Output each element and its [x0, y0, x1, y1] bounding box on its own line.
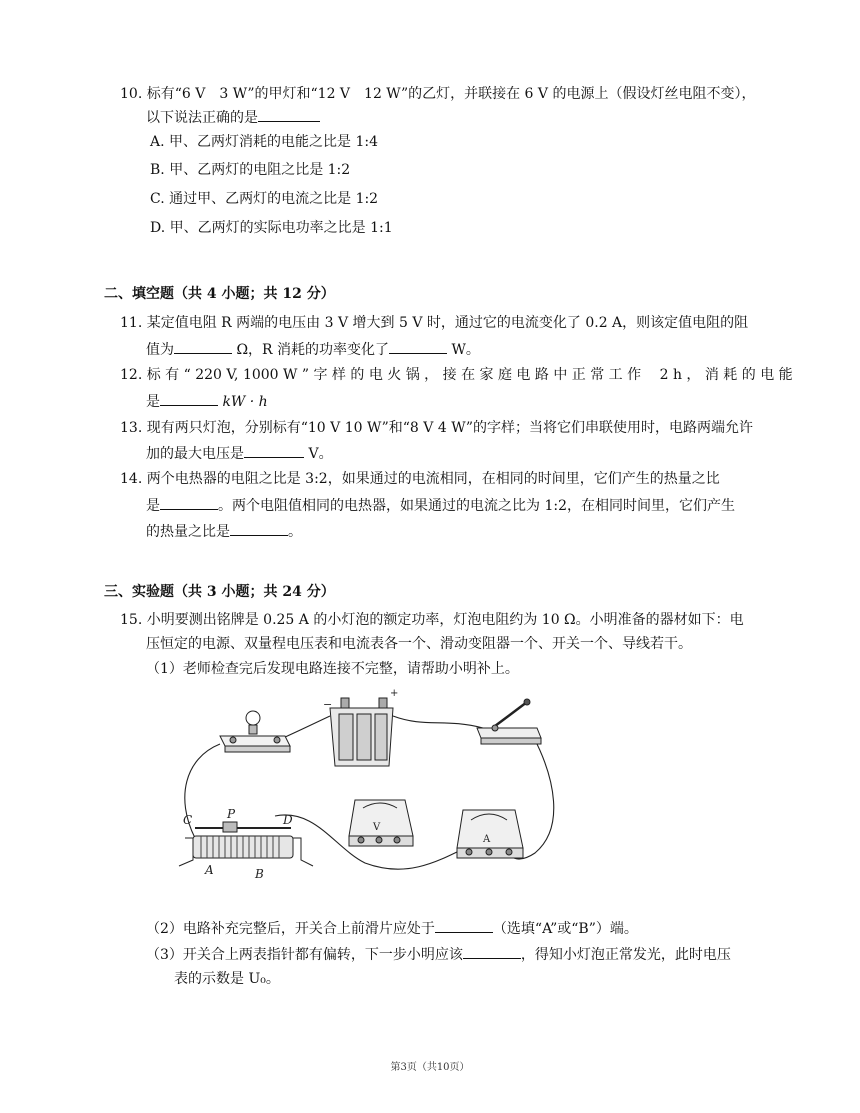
section-title-experiment: 三、实验题（共 3 小题；共 24 分）	[104, 584, 335, 600]
q12-unit: kW · h	[222, 394, 268, 410]
q11-text-c: W。	[451, 342, 480, 358]
wire-bulb-battery	[283, 716, 330, 738]
answer-blank[interactable]	[174, 339, 232, 354]
battery	[330, 698, 393, 766]
q11-stem-line1: 11. 某定值电阻 R 两端的电压由 3 V 增大到 5 V 时，通过它的电流变化了 0.2 A，则该定值电阻的阻	[120, 315, 749, 331]
q14-text-d: 。	[288, 524, 302, 540]
q15-stem-line2: 压恒定的电源、双量程电压表和电流表各一个、滑动变阻器一个、开关一个、导线若干。	[146, 636, 692, 652]
rheostat-label-c: C	[183, 813, 193, 827]
switch	[477, 699, 541, 744]
ammeter-label: A	[483, 834, 491, 845]
q15-sub1: （1）老师检查完后发现电路连接不完整，请帮助小明补上。	[146, 661, 519, 677]
answer-blank[interactable]	[244, 443, 304, 458]
answer-blank[interactable]	[258, 107, 320, 122]
battery-plus-label: +	[390, 688, 399, 699]
rheostat-label-a: A	[205, 863, 214, 877]
q15-sub3-text-a: （3）开关合上两表指针都有偏转，下一步小明应该	[146, 947, 463, 963]
q13-stem-line2	[146, 443, 333, 464]
q14-text-b: 。两个电阻值相同的电热器，如果通过的电流之比为 1:2，在相同时间里，它们产生	[218, 498, 735, 514]
q12-text-a: 是	[146, 394, 160, 410]
q10-stem-text: 以下说法正确的是	[146, 110, 258, 126]
q15-stem-line1: 15. 小明要测出铭牌是 0.25 A 的小灯泡的额定功率，灯泡电阻约为 10 Ω。小明准备的器材如下：电	[120, 612, 744, 628]
q10-option-c: C. 通过甲、乙两灯的电流之比是 1:2	[150, 191, 379, 207]
q12-stem-line2	[146, 391, 268, 412]
q14-text-c: 的热量之比是	[146, 524, 230, 540]
rheostat-label-p: P	[227, 807, 236, 821]
q13-text-b: V。	[308, 446, 333, 462]
q13-text-a: 加的最大电压是	[146, 446, 244, 462]
q10-option-a: A. 甲、乙两灯消耗的电能之比是 1:4	[150, 134, 378, 150]
q13-stem-line1: 13. 现有两只灯泡，分别标有“10 V 10 W”和“8 V 4 W”的字样；当将它们串联使用时，电路两端允许	[120, 420, 754, 436]
q15-sub3-text-b: ，得知小灯泡正常发光，此时电压	[520, 947, 731, 963]
rheostat-label-b: B	[255, 867, 264, 881]
q10-option-b: B. 甲、乙两灯的电阻之比是 1:2	[150, 162, 351, 178]
q14-stem-line3	[146, 521, 302, 542]
answer-blank[interactable]	[435, 918, 493, 933]
rheostat	[179, 822, 313, 866]
wire-battery-switch	[393, 716, 483, 728]
answer-blank[interactable]	[463, 944, 521, 959]
answer-blank[interactable]	[160, 391, 218, 406]
q15-sub2-text-b: （选填“A”或“B”）端。	[492, 921, 638, 937]
q11-stem-line2	[146, 339, 480, 360]
q10-stem-line2	[146, 107, 320, 128]
rheostat-label-d: D	[283, 813, 293, 827]
section-title-fill-in: 二、填空题（共 4 小题；共 12 分）	[104, 286, 335, 302]
q15-sub3-line2: 表的示数是 U₀。	[174, 971, 280, 987]
q14-stem-line2	[146, 495, 735, 516]
answer-blank[interactable]	[160, 495, 218, 510]
bulb-holder	[220, 711, 290, 752]
q11-text-b: Ω，R 消耗的功率变化了	[236, 342, 390, 358]
battery-minus-label: −	[323, 698, 333, 711]
q12-stem-line1: 12. 标 有 “ 220 V, 1000 W ” 字 样 的 电 火 锅 ， 接 在 家 庭 电 路 中 正 常 工 作 2 h ， 消 耗 的 电 能	[120, 367, 793, 383]
answer-blank[interactable]	[230, 521, 288, 536]
circuit-diagram	[165, 688, 585, 888]
voltmeter-label: V	[373, 822, 381, 833]
q10-option-d: D. 甲、乙两灯的实际电功率之比是 1:1	[150, 220, 393, 236]
q11-text-a: 值为	[146, 342, 174, 358]
q14-stem-line1: 14. 两个电热器的电阻之比是 3:2，如果通过的电流相同，在相同的时间里，它们产生的热量之比	[120, 471, 720, 487]
q14-text-a: 是	[146, 498, 160, 514]
q15-sub2	[146, 918, 638, 939]
q15-sub3	[146, 944, 731, 965]
q15-sub2-text-a: （2）电路补充完整后，开关合上前滑片应处于	[146, 921, 435, 937]
page-footer: 第3页（共10页）	[390, 1062, 470, 1073]
voltmeter	[349, 800, 413, 846]
answer-blank[interactable]	[389, 339, 447, 354]
q10-stem-line1: 10. 标有“6 V 3 W”的甲灯和“12 V 12 W”的乙灯，并联接在 6 V 的电源上（假设灯丝电阻不变），	[120, 86, 756, 102]
